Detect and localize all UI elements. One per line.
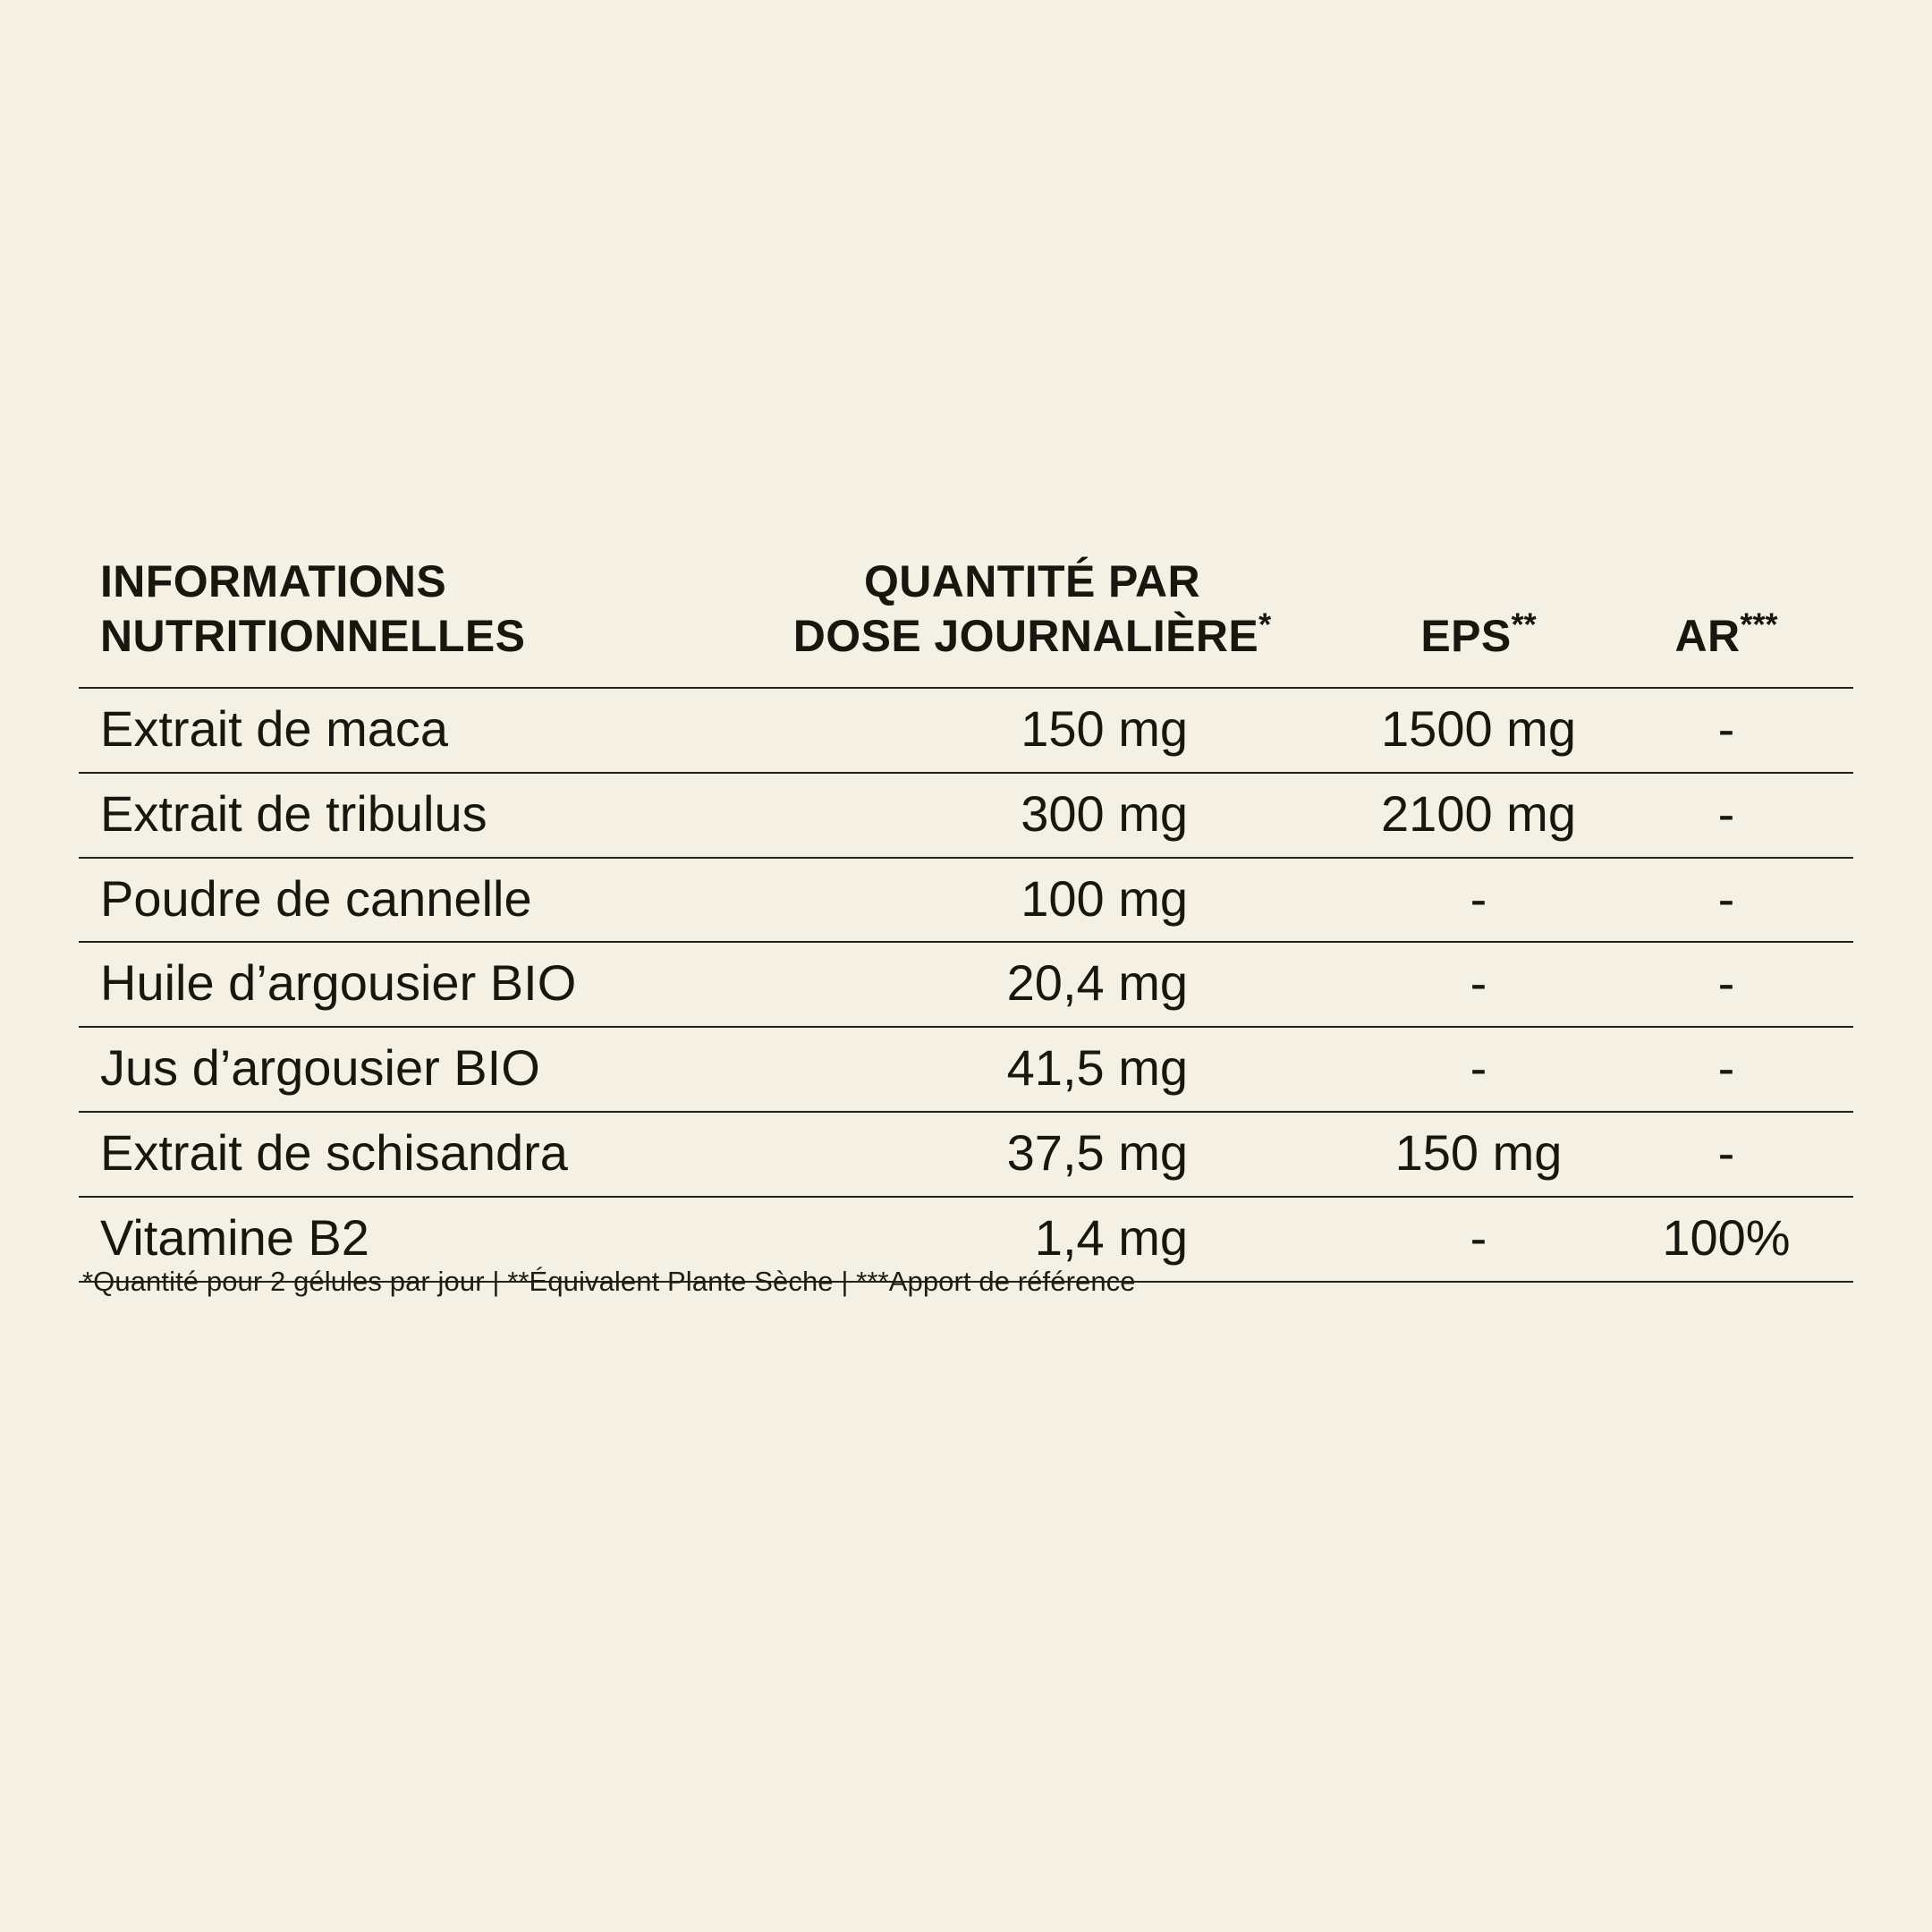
- ingredient-eps: 1500 mg: [1381, 700, 1576, 757]
- table-body: [79, 688, 1853, 1282]
- ingredient-daily-dose: 20,4 mg: [1006, 954, 1188, 1012]
- column-header-daily-dose-line1: QUANTITÉ PAR: [863, 556, 1201, 606]
- ingredient-eps: -: [1470, 869, 1487, 927]
- ingredient-name: Vitamine B2: [100, 1208, 369, 1266]
- ingredient-name: Jus d’argousier BIO: [100, 1039, 540, 1097]
- ingredient-eps: -: [1470, 1208, 1487, 1266]
- column-header-daily-dose-marker: *: [1258, 606, 1272, 643]
- table-row: [79, 688, 1853, 773]
- table-header-row: [79, 555, 1853, 688]
- column-header-ar-text: AR: [1674, 611, 1741, 661]
- ingredient-ar: -: [1717, 954, 1735, 1012]
- ingredient-daily-dose: 41,5 mg: [1006, 1039, 1188, 1097]
- table-row: [79, 1027, 1853, 1112]
- table-footnote: *Quantité pour 2 gélules par jour | **Équivalent Plante Sèche | ***Apport de référence: [82, 1266, 1136, 1297]
- ingredient-eps: 2100 mg: [1381, 784, 1576, 842]
- ingredient-ar: -: [1717, 700, 1735, 757]
- column-header-daily-dose: [741, 555, 1331, 688]
- ingredient-ar: 100%: [1662, 1208, 1791, 1266]
- column-header-information: [79, 555, 741, 688]
- ingredient-daily-dose: 150 mg: [1021, 700, 1188, 757]
- ingredient-name: Huile d’argousier BIO: [100, 954, 577, 1012]
- column-header-ar: [1626, 555, 1853, 688]
- column-header-daily-dose-line2: DOSE JOURNALIÈRE: [792, 611, 1259, 661]
- nutrition-table: [79, 555, 1853, 1283]
- column-header-eps: [1331, 555, 1626, 688]
- ingredient-name: Extrait de tribulus: [100, 784, 487, 842]
- ingredient-eps: -: [1470, 1039, 1487, 1097]
- table-row: [79, 858, 1853, 943]
- column-header-ar-marker: ***: [1740, 606, 1778, 643]
- ingredient-ar: -: [1717, 1039, 1735, 1097]
- column-header-eps-marker: **: [1511, 606, 1537, 643]
- nutrition-table-container: [79, 555, 1853, 1283]
- ingredient-ar: -: [1717, 784, 1735, 842]
- ingredient-eps: 150 mg: [1394, 1123, 1563, 1181]
- ingredient-daily-dose: 100 mg: [1021, 869, 1188, 927]
- table-row: [79, 942, 1853, 1027]
- column-header-information-text: INFORMATIONS NUTRITIONNELLES: [100, 556, 526, 661]
- ingredient-ar: -: [1717, 1123, 1735, 1181]
- ingredient-name: Poudre de cannelle: [100, 869, 532, 927]
- ingredient-daily-dose: 300 mg: [1021, 784, 1188, 842]
- ingredient-daily-dose: 37,5 mg: [1006, 1123, 1188, 1181]
- ingredient-ar: -: [1717, 869, 1735, 927]
- table-header: [79, 555, 1853, 688]
- ingredient-daily-dose: 1,4 mg: [1034, 1208, 1188, 1266]
- ingredient-eps: -: [1470, 954, 1487, 1012]
- column-header-eps-text: EPS: [1420, 611, 1512, 661]
- table-row: [79, 773, 1853, 858]
- ingredient-name: Extrait de maca: [100, 700, 449, 757]
- table-row: [79, 1112, 1853, 1197]
- ingredient-name: Extrait de schisandra: [100, 1123, 568, 1181]
